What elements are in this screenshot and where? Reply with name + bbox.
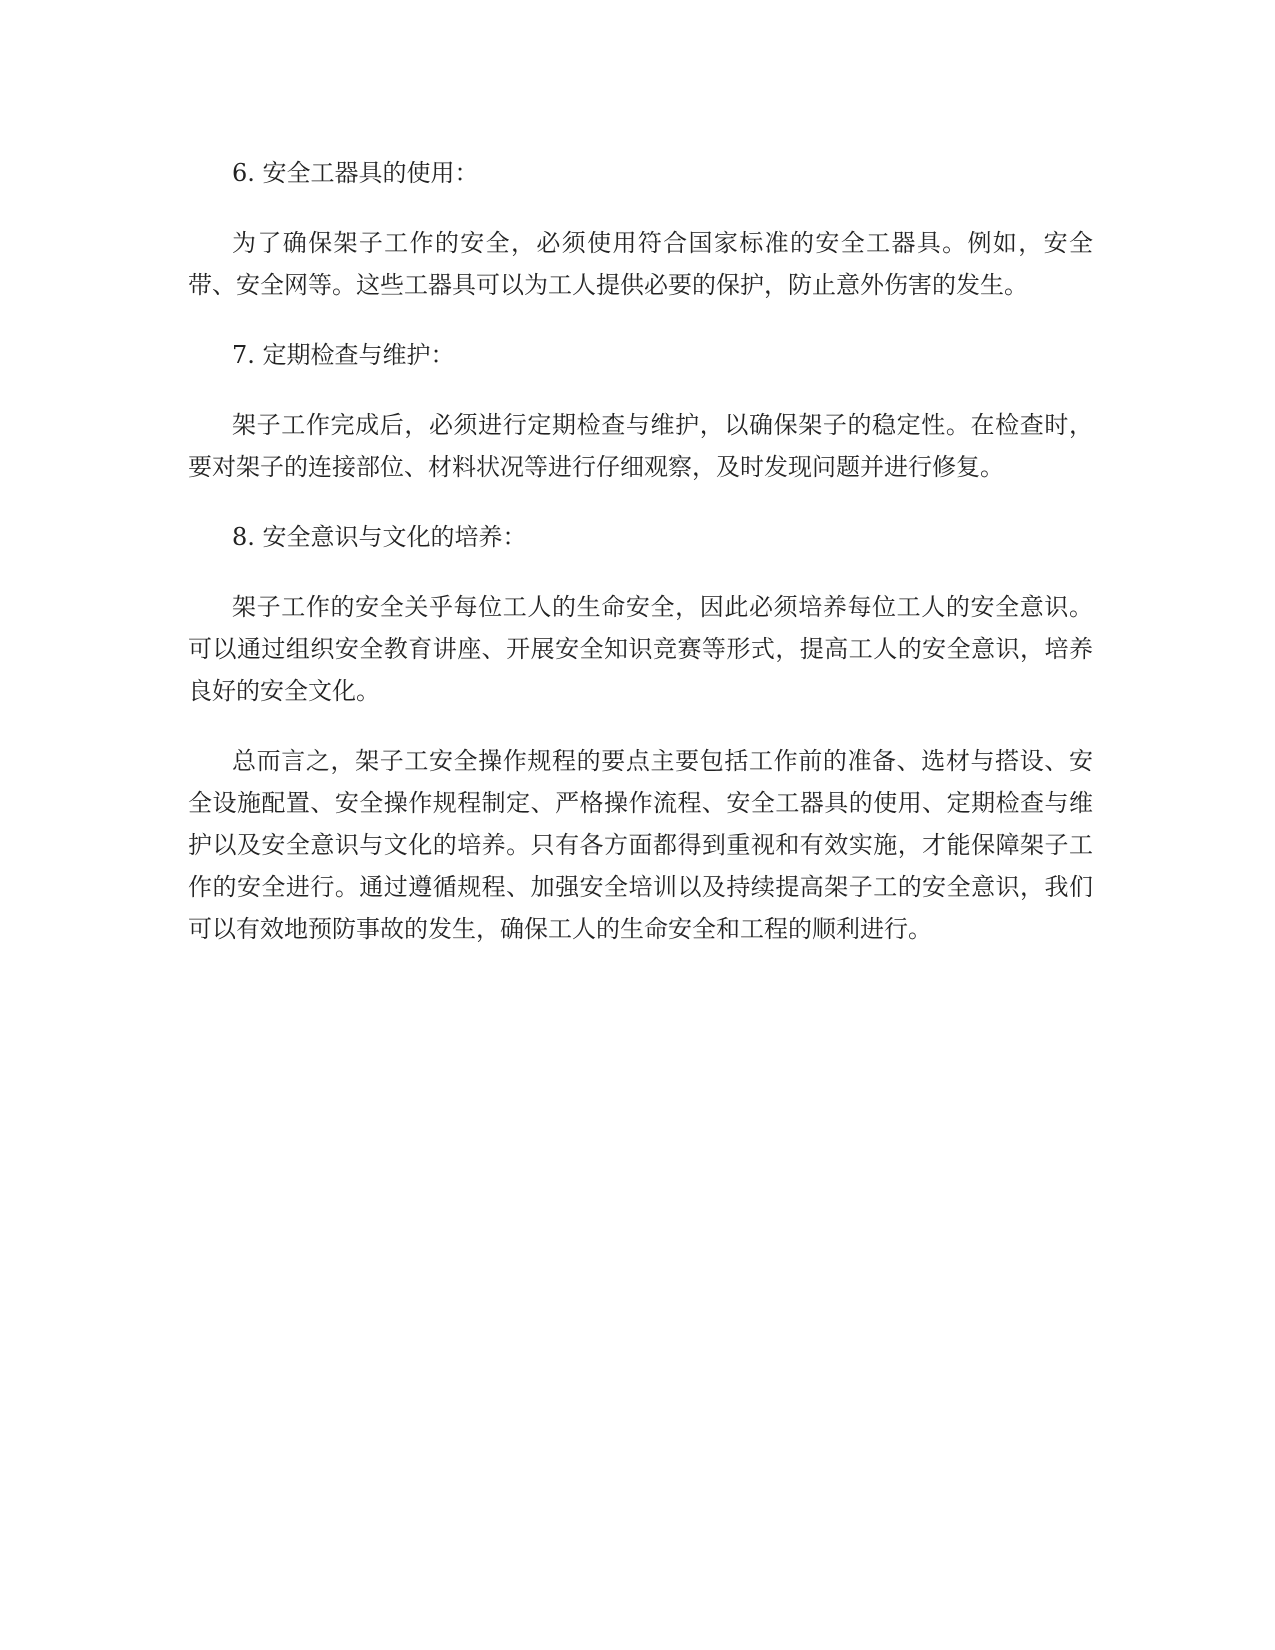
conclusion-paragraph: 总而言之，架子工安全操作规程的要点主要包括工作前的准备、选材与搭设、安全设施配置、安全操作规程制定、严格操作流程、安全工器具的使用、定期检查与维护以及安全意识与文化的培养。只有各方面都得到重视和有效实施，才能保障架子工作的安全进行。通过遵循规程、加强安全培训以及持续提高架子工的安全意识，我们可以有效地预防事故的发生，确保工人的生命安全和工程的顺利进行。 bbox=[188, 747, 1093, 943]
document-body bbox=[188, 152, 1093, 978]
section-body-6: 为了确保架子工作的安全，必须使用符合国家标准的安全工器具。例如，安全带、安全网等。这些工器具可以为工人提供必要的保护，防止意外伤害的发生。 bbox=[188, 229, 1093, 299]
section-heading-8: 8. 安全意识与文化的培养： bbox=[232, 523, 527, 551]
section-body-7: 架子工作完成后，必须进行定期检查与维护，以确保架子的稳定性。在检查时，要对架子的连接部位、材料状况等进行仔细观察，及时发现问题并进行修复。 bbox=[188, 411, 1093, 481]
section-body-8: 架子工作的安全关乎每位工人的生命安全，因此必须培养每位工人的安全意识。可以通过组织安全教育讲座、开展安全知识竞赛等形式，提高工人的安全意识，培养良好的安全文化。 bbox=[188, 593, 1093, 705]
section-heading-6: 6. 安全工器具的使用： bbox=[232, 159, 479, 187]
section-heading-7: 7. 定期检查与维护： bbox=[232, 341, 455, 369]
